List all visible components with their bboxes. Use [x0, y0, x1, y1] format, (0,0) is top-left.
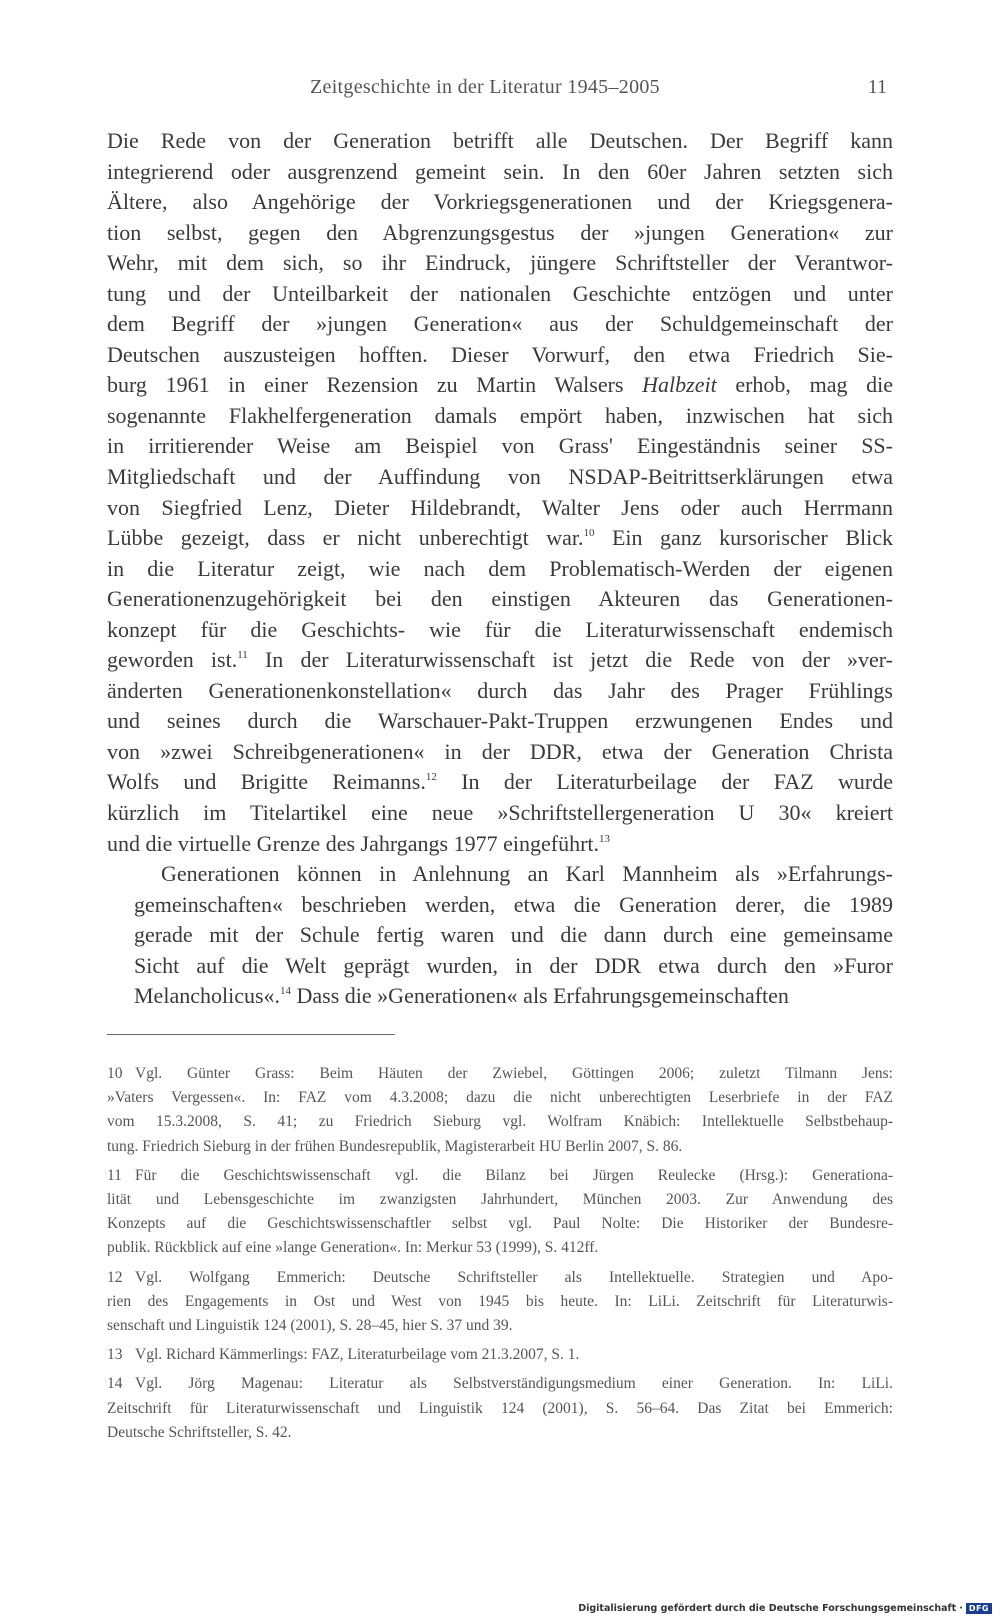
- footnote-14: [107, 1372, 893, 1445]
- footnote-number: 10: [107, 1065, 123, 1082]
- footnote-line: Konzepts auf die Geschichtswissenschaftler selbst vgl. Paul Nolte: Die Historiker der Bundesre-: [107, 1215, 893, 1233]
- footnote-12: [107, 1266, 893, 1339]
- text-segment: und die virtuelle Grenze des Jahrgangs 1977 eingeführt.: [107, 830, 600, 856]
- text-line: in die Literatur zeigt, wie nach dem Problematisch-Werden der eigenen: [107, 555, 893, 581]
- footnote-marker: 13: [599, 832, 611, 845]
- footnote-11: [107, 1164, 893, 1261]
- footnote-text: Vgl. Richard Kämmerlings: FAZ, Literaturbeilage vom 21.3.2007, S. 1.: [135, 1346, 580, 1364]
- footnote-line: [107, 1266, 893, 1290]
- separator: ·: [959, 1603, 963, 1614]
- text-line: änderten Generationenkonstellation« durch das Jahr des Prager Frühlings: [107, 677, 893, 703]
- footnote-13: [107, 1343, 893, 1367]
- text-line: tion selbst, gegen den Abgrenzungsgestus der »jungen Generation« zur: [107, 219, 893, 245]
- footnote-line: senschaft und Linguistik 124 (2001), S. 28–45, hier S. 37 und 39.: [107, 1317, 513, 1335]
- footnote-line: Deutsche Schriftsteller, S. 42.: [107, 1423, 292, 1441]
- text-segment: In der Literaturwissenschaft ist jetzt die Rede von der »ver-: [247, 647, 894, 673]
- text-line: in irritierender Weise am Beispiel von Grass' Eingeständnis seiner SS-: [107, 433, 893, 459]
- text-segment: Wolfs und Brigitte Reimanns.: [107, 769, 426, 795]
- text-line: dem Begriff der »jungen Generation« aus der Schuldgemeinschaft der: [107, 311, 893, 337]
- text-line: [107, 767, 893, 798]
- footnote-line: Zeitschrift für Literaturwissenschaft und Linguistik 124 (2001), S. 56–64. Das Zitat bei Emmerich:: [107, 1399, 893, 1417]
- footnote-number: 12: [107, 1268, 123, 1286]
- text-segment: In der Literaturbeilage der FAZ wurde: [436, 769, 893, 795]
- text-line: [107, 981, 893, 1012]
- text-line: [107, 523, 893, 554]
- text-line: gerade mit der Schule fertig waren und die dann durch eine gemeinsame: [134, 922, 893, 948]
- text-segment: Dass die »Generationen« als Erfahrungsgemeinschaften: [291, 983, 789, 1009]
- text-segment: geworden ist.: [107, 647, 238, 673]
- text-line: [107, 370, 893, 401]
- text-line: Sicht auf die Welt geprägt wurden, in der DDR etwa durch den »Furor: [134, 952, 893, 978]
- text-line: [107, 829, 893, 860]
- footnote-marker: 14: [280, 985, 292, 998]
- text-line: von »zwei Schreibgenerationen« in der DDR, etwa der Generation Christa: [107, 738, 893, 764]
- footnote-number: 14: [107, 1375, 123, 1393]
- footnote-line: »Vaters Vergessen«. In: FAZ vom 4.3.2008; dazu die nicht unberechtigten Leserbriefe in der FAZ: [107, 1089, 893, 1107]
- footnote-marker: 10: [583, 527, 595, 540]
- text-segment: burg 1961 in einer Rezension zu Martin Walsers: [107, 372, 643, 398]
- footnote-line: publik. Rückblick auf eine »lange Generation«. In: Merkur 53 (1999), S. 412ff.: [107, 1239, 599, 1257]
- credit-text: Digitalisierung gefördert durch die Deutsche Forschungsgemeinschaft: [578, 1603, 957, 1614]
- paragraph-1: [107, 126, 893, 859]
- text-line: Mitgliedschaft und der Auffindung von NSDAP-Beitrittserklärungen etwa: [107, 464, 893, 490]
- text-line: [107, 645, 893, 676]
- text-segment: erhob, mag die: [716, 372, 893, 398]
- text-line: Generationenzugehörigkeit bei den einstigen Akteuren das Generationen-: [107, 586, 893, 612]
- text-line: und seines durch die Warschauer-Pakt-Truppen erzwungenen Endes und: [107, 708, 893, 734]
- text-line: konzept für die Geschichts- wie für die Literaturwissenschaft endemisch: [107, 616, 893, 642]
- text-line: gemeinschaften« beschrieben werden, etwa die Generation derer, die 1989: [134, 891, 893, 917]
- text-line: tung und der Unteilbarkeit der nationalen Geschichte entzögen und unter: [107, 280, 893, 306]
- text-segment: Lübbe gezeigt, dass er nicht unberechtigt war.: [107, 525, 584, 551]
- footnote-text: Vgl. Wolfgang Emmerich: Deutsche Schriftsteller als Intellektuelle. Strategien und Apo-: [135, 1268, 893, 1286]
- footnote-number: 13: [107, 1346, 123, 1364]
- text-line: Wehr, mit dem sich, so ihr Eindruck, jüngere Schriftsteller der Verantwor-: [107, 250, 893, 276]
- footnote-line: tung. Friedrich Sieburg in der frühen Bundesrepublik, Magisterarbeit HU Berlin 2007, S. 86.: [107, 1137, 683, 1155]
- footnote-divider: [107, 1034, 395, 1035]
- footnote-text: Für die Geschichtswissenschaft vgl. die Bilanz bei Jürgen Reulecke (Hrsg.): Generationa-: [135, 1166, 893, 1184]
- text-line: Die Rede von der Generation betrifft alle Deutschen. Der Begriff kann: [107, 128, 893, 153]
- footnote-line: [107, 1062, 893, 1086]
- footnote-marker: 11: [237, 649, 248, 662]
- text-line: Generationen können in Anlehnung an Karl Mannheim als »Erfahrungs-: [161, 861, 893, 887]
- running-header: [105, 76, 895, 106]
- footnote-line: lität und Lebensgeschichte im zwanzigsten Jahrhundert, München 2003. Zur Anwendung des: [107, 1191, 893, 1209]
- text-line: kürzlich im Titelartikel eine neue »Schriftstellergeneration U 30« kreiert: [107, 800, 893, 826]
- body-text: [107, 126, 893, 1012]
- page-number: 11: [867, 76, 887, 98]
- text-line: von Siegfried Lenz, Dieter Hildebrandt, Walter Jens oder auch Herrmann: [107, 494, 893, 520]
- footnote-line: [107, 1372, 893, 1396]
- text-line: Deutschen auszusteigen hofften. Dieser Vorwurf, den etwa Friedrich Sie-: [107, 341, 893, 367]
- footnote-10: [107, 1062, 893, 1159]
- footnote-line: [107, 1164, 893, 1188]
- book-title: Halbzeit: [642, 372, 717, 398]
- footnotes: [107, 1062, 893, 1450]
- footnote-number: 11: [107, 1166, 122, 1184]
- footnote-marker: 12: [425, 771, 437, 784]
- footnote-text: Vgl. Günter Grass: Beim Häuten der Zwiebel, Göttingen 2006; zuletzt Tilmann Jens:: [135, 1065, 893, 1082]
- digitization-credit: [578, 1603, 992, 1614]
- footnote-text: Vgl. Jörg Magenau: Literatur als Selbstverständigungsmedium einer Generation. In: LiLi.: [135, 1375, 893, 1393]
- text-segment: Ein ganz kursorischer Blick: [594, 525, 893, 551]
- footnote-line: rien des Engagements in Ost und West von 1945 bis heute. In: LiLi. Zeitschrift für Literaturwis-: [107, 1292, 893, 1310]
- text-line: Ältere, also Angehörige der Vorkriegsgenerationen und der Kriegsgenera-: [107, 189, 893, 215]
- text-segment: Melancholicus«.: [134, 983, 281, 1009]
- footnote-line: vom 15.3.2008, S. 41; zu Friedrich Sieburg vgl. Wolfram Knäbich: Intellektuelle Selbstbehaup-: [107, 1113, 893, 1131]
- text-line: integrierend oder ausgrenzend gemeint sein. In den 60er Jahren setzten sich: [107, 158, 893, 184]
- text-line: sogenannte Flakhelfergeneration damals empört haben, inzwischen hat sich: [107, 402, 893, 428]
- footnote-line: [107, 1343, 893, 1367]
- running-title: Zeitgeschichte in der Literatur 1945–2005: [310, 76, 660, 98]
- paragraph-2: [107, 859, 893, 1012]
- dfg-logo-icon: DFG: [966, 1603, 992, 1614]
